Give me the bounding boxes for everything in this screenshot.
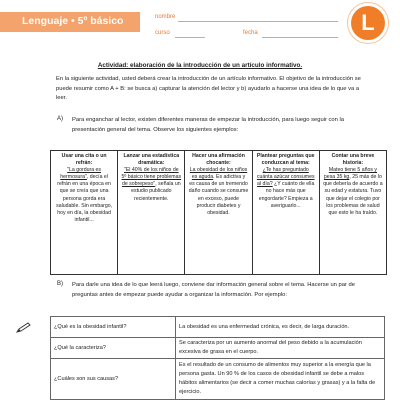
section-b-letter: B) bbox=[57, 281, 63, 287]
example-cell bbox=[118, 151, 185, 274]
pencil-icon bbox=[16, 322, 32, 334]
example-cell bbox=[185, 151, 252, 274]
example-text: , señala un estudio publicado recientemente. bbox=[131, 181, 181, 202]
examples-table bbox=[50, 150, 387, 275]
table-row bbox=[51, 359, 385, 400]
course-field[interactable] bbox=[175, 37, 205, 38]
course-label: curso bbox=[155, 30, 170, 36]
example-heading: Contar una breve historia: bbox=[331, 153, 375, 167]
example-text: , decía el refrán en una época en que se creía que una persona gorda era saludable. Sin embargo, hoy en día, la obesidad infantil... bbox=[56, 174, 113, 223]
answer-cell: La obesidad es una enfermedad crónica, es decir, de larga duración. bbox=[176, 317, 385, 338]
example-quote: ¿Te has preguntado cuánta azúcar consumes al día? bbox=[256, 167, 315, 188]
questions-table bbox=[50, 316, 385, 400]
page-header bbox=[0, 0, 400, 45]
example-quote: "El 40% de los niños de 5º básico tiene problemas de sobrepeso" bbox=[121, 167, 182, 188]
question-cell: ¿Qué la caracteriza? bbox=[51, 338, 176, 359]
example-text: ¿Y cuánto de ella no hace más que engordarte? Empieza a averiguarlo... bbox=[258, 181, 315, 209]
name-field[interactable] bbox=[178, 21, 338, 22]
example-heading: Hacer una afirmación chocante: bbox=[192, 153, 245, 167]
example-quote: La obesidad de los niños es aguda bbox=[189, 167, 248, 181]
example-heading: Plantear preguntas que conduzcan al tema: bbox=[256, 153, 315, 167]
example-cell bbox=[253, 151, 320, 274]
example-quote: "La gordura es hermosura" bbox=[60, 167, 102, 181]
subject-label: Lenguaje • 5º básico bbox=[22, 15, 124, 27]
answer-cell: Es el resultado de un consumo de alimentos muy superior a la energía que la persona gasta. Un 90 % de los casos de obesidad infantil se debe a malos hábitos alimentarios (se decir a comer muchas calorías y grasas) y a la falta de ejercicio. bbox=[176, 359, 385, 400]
subject-logo: L bbox=[351, 6, 385, 40]
example-quote: Mateo tiene 5 años y pesa 35 kg bbox=[323, 167, 377, 181]
date-label: fecha bbox=[243, 30, 258, 36]
activity-title: Actividad: elaboración de la introducción de un artículo informativo. bbox=[97, 62, 303, 69]
example-heading: Usar una cita o un refrán: bbox=[61, 153, 107, 167]
example-text: . Es adictiva y es causa de un tremendo daño cuando se consume en exceso, puede producir diabetes y obesidad. bbox=[188, 174, 249, 216]
example-heading: Lanzar una estadística dramática: bbox=[123, 153, 180, 167]
date-field[interactable] bbox=[262, 37, 338, 38]
section-b-text: Para darle una idea de lo que leerá luego, conviene dar información general sobre el tema. Hacerse un par de preguntas antes de empezar puede ayudar a organizar la información. Por ejemplo: bbox=[72, 282, 355, 298]
section-a-letter: A) bbox=[57, 116, 63, 122]
section-a-text: Para enganchar al lector, existen diferentes maneras de empezar la introducción, para luego seguir con la presentación general del tema. Observe los siguientes ejemplos: bbox=[72, 117, 344, 133]
example-cell bbox=[320, 151, 386, 274]
intro-paragraph: En la siguiente actividad, usted deberá crear la introducción de un artículo informativo. El objetivo de la introducción se puede resumir como A + B: se busca a) capturar la atención del lector y b) ayudarlo a hacerse una idea de lo que va a leer. bbox=[56, 76, 361, 102]
table-row bbox=[51, 338, 385, 359]
question-cell: ¿Qué es la obesidad infantil? bbox=[51, 317, 176, 338]
question-cell: ¿Cuáles son sus causas? bbox=[51, 359, 176, 400]
table-row bbox=[51, 317, 385, 338]
name-label: nombre bbox=[155, 14, 176, 20]
example-cell bbox=[51, 151, 118, 274]
answer-cell: Se caracteriza por un aumento anormal del peso debido a la acumulación excesiva de grasa en el cuerpo. bbox=[176, 338, 385, 359]
example-text: , 25 más de lo que debería de acuerdo a su edad y estatura. Tuvo que dejar el colegio por los problemas de salud que esto le ha traído. bbox=[323, 174, 383, 216]
